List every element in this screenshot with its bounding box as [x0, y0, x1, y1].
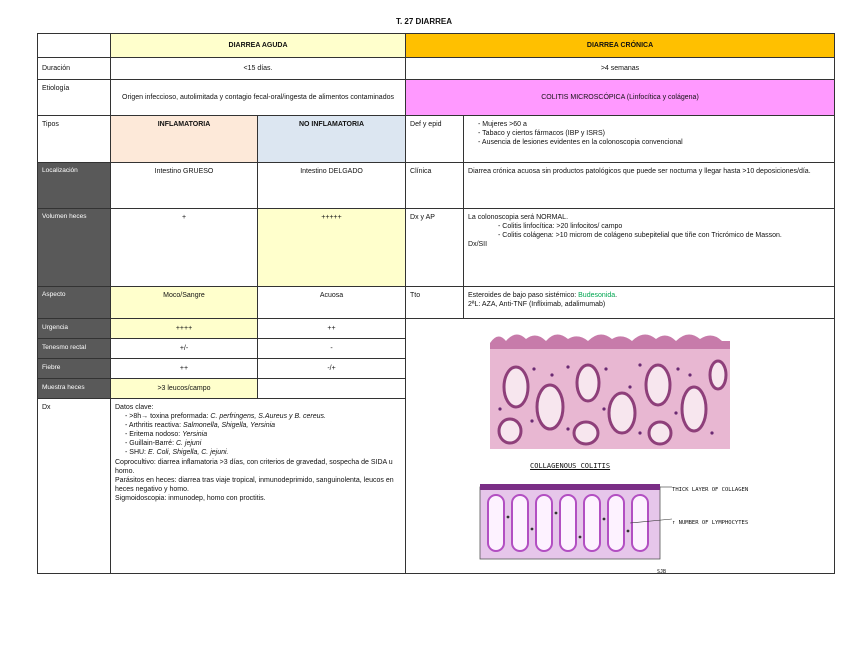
aguda-urgencia-inflam: ++++ [111, 319, 258, 339]
tto-end: . [615, 292, 618, 299]
dxap-intro: La colonoscopia será NORMAL. [468, 214, 569, 221]
dx-item: - SHU: E. Coli, Shigella, C. jejuni. [125, 448, 401, 457]
label-clinica: Clínica [406, 163, 464, 209]
collagenous-colitis-sketch [470, 457, 750, 579]
defepid-item: - Ausencia de lesiones evidentes en la colonoscopia convencional [478, 138, 830, 147]
row-urgencia [38, 319, 835, 339]
label-duracion: Duración [38, 58, 111, 80]
label-dx: Dx [38, 399, 111, 574]
dx-item: - Arthritis reactiva: Salmonella, Shigella, Yersinia [125, 421, 401, 430]
label-urgencia: Urgencia [38, 319, 111, 339]
dx-parasitos: Parásitos en heces: diarrea tras viaje tropical, inmunodeprimido, sanguinolenta, leucos en heces negativo y homo. [115, 476, 394, 493]
label-dxap: Dx y AP [406, 209, 464, 287]
label-volumen: Volumen heces [38, 209, 111, 287]
aguda-localizacion-inflam: Intestino GRUESO [111, 163, 258, 209]
aguda-aspecto-inflam: Moco/Sangre [111, 287, 258, 319]
defepid-item: - Tabaco y ciertos fármacos (IBP y ISRS) [478, 129, 830, 138]
aguda-urgencia-noinflam: ++ [258, 319, 406, 339]
cronica-duracion: >4 semanas [406, 58, 835, 80]
aguda-dx [111, 399, 406, 574]
tto-second-line: 2ªL: AZA, Anti-TNF (Infliximab, adalimumab) [468, 301, 606, 309]
dx-coprocultivo: Coprocultivo: diarrea inflamatoria >3 días, con criterios de gravedad, sospecha de SIDA u homo. [115, 458, 393, 475]
histology-micrograph [490, 329, 730, 449]
cronica-etiologia: COLITIS MICROSCÓPICA (Linfocítica y colágena) [406, 80, 835, 116]
cronica-dxap [464, 209, 835, 287]
label-localizacion: Localización [38, 163, 111, 209]
row-aspecto [38, 287, 835, 319]
header-aguda: DIARREA AGUDA [111, 34, 406, 58]
tipo-inflamatoria: INFLAMATORIA [111, 116, 258, 163]
aguda-volumen-noinflam: +++++ [258, 209, 406, 287]
corner-cell [38, 34, 111, 58]
dx-datos-clave: Datos clave: [115, 404, 154, 411]
row-tipos [38, 116, 835, 163]
histology-figure [406, 319, 835, 574]
cronica-clinica: Diarrea crónica acuosa sin productos patológicos que puede ser nocturna y llegar hasta >10 deposiciones/día. [464, 163, 835, 209]
aguda-etiologia: Origen infeccioso, autolimitada y contagio fecal-oral/ingesta de alimentos contaminados [111, 80, 406, 116]
aguda-fiebre-noinflam: -/+ [258, 359, 406, 379]
diarrea-table [37, 33, 835, 574]
label-aspecto: Aspecto [38, 287, 111, 319]
aguda-tenesmo-inflam: +/- [111, 339, 258, 359]
dxap-item: - Colitis colágena: >10 microm de colágeno subepitelial que tiñe con Tricrómico de Masson. [498, 231, 830, 240]
aguda-aspecto-noinflam: Acuosa [258, 287, 406, 319]
sketch-note-lymphocytes: ↑ NUMBER OF LYMPHOCYTES [672, 520, 749, 526]
surface-epithelium [490, 334, 730, 349]
row-volumen [38, 209, 835, 287]
tto-text: Esteroides de bajo paso sistémico: [468, 292, 579, 299]
label-fiebre: Fiebre [38, 359, 111, 379]
aguda-localizacion-noinflam: Intestino DELGADO [258, 163, 406, 209]
dx-item: - Guillain-Barré: C. jejuni [125, 439, 401, 448]
aguda-muestra-noinflam [258, 379, 406, 399]
dx-item: - Eritema nodoso: Yersinia [125, 430, 401, 439]
row-duracion [38, 58, 835, 80]
dxap-item: - Colitis linfocítica: >20 linfocitos/ campo [498, 222, 830, 231]
page-title: T. 27 DIARREA [395, 17, 452, 26]
label-muestra: Muestra heces [38, 379, 111, 399]
tto-drug: Budesonida [578, 292, 616, 299]
cronica-tto [464, 287, 835, 319]
sketch-note-collagen: THICK LAYER OF COLLAGEN [672, 487, 749, 493]
cronica-defepid [464, 116, 835, 163]
aguda-volumen-inflam: + [111, 209, 258, 287]
aguda-tenesmo-noinflam: - [258, 339, 406, 359]
row-etiologia [38, 80, 835, 116]
dx-sigmoidoscopia: Sigmoidoscopia: inmunodep, homo con proctitis. [115, 494, 266, 502]
aguda-duracion: <15 días. [111, 58, 406, 80]
sketch-signature: SJB [657, 569, 667, 575]
sketch-title: COLLAGENOUS COLITIS [530, 462, 611, 470]
aguda-fiebre-inflam: ++ [111, 359, 258, 379]
sketch-crypts [488, 495, 648, 551]
header-cronica: DIARREA CRÓNICA [406, 34, 835, 58]
aguda-muestra-inflam: >3 leucos/campo [111, 379, 258, 399]
dxap-foot: Dx/SII [468, 241, 488, 249]
defepid-item: - Mujeres >60 a [478, 120, 830, 129]
dx-item: - >8h→ toxina preformada: C. perfringens, S.Aureus y B. cereus. [125, 412, 401, 421]
header-row [38, 34, 835, 58]
label-defepid: Def y epid [406, 116, 464, 163]
label-tipos: Tipos [38, 116, 111, 163]
row-localizacion [38, 163, 835, 209]
label-tenesmo: Tenesmo rectal [38, 339, 111, 359]
tipo-no-inflamatoria: NO INFLAMATORIA [258, 116, 406, 163]
label-tto: Tto [406, 287, 464, 319]
label-etiologia: Etiología [38, 80, 111, 116]
